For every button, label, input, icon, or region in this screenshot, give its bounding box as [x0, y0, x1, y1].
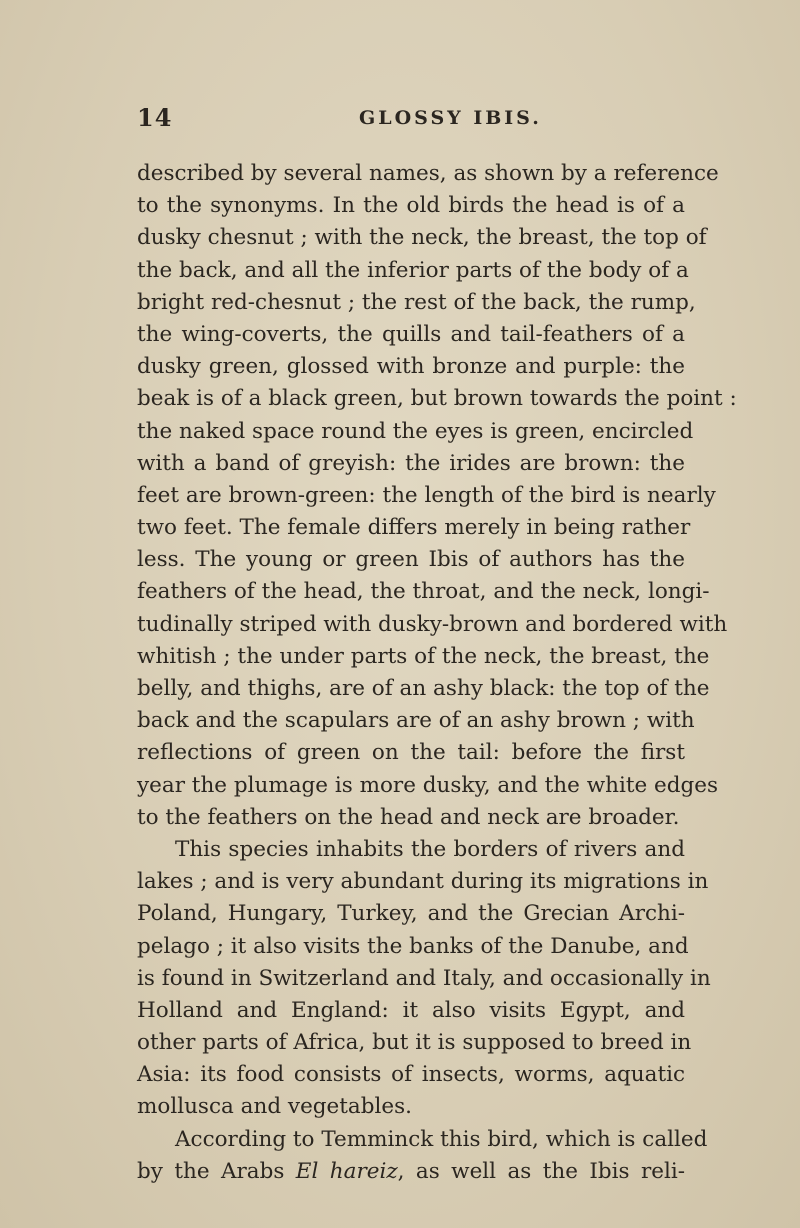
- text-line: whitish ; the under parts of the neck, the breast, the: [137, 643, 710, 669]
- text-line: Holland and England: it also visits Egypt, and: [137, 997, 685, 1023]
- running-title: GLOSSY IBIS.: [359, 107, 542, 129]
- text-line: to the synonyms. In the old birds the head is of a: [137, 193, 685, 219]
- text-line: the naked space round the eyes is green, encircled: [137, 418, 694, 444]
- text-line: other parts of Africa, but it is supposed to breed in: [137, 1030, 692, 1056]
- text-line: feet are brown-green: the length of the bird is nearly: [137, 482, 716, 508]
- text-line: [137, 1156, 685, 1188]
- text-line: dusky chesnut ; with the neck, the breast, the top of: [137, 225, 707, 251]
- text-line: Poland, Hungary, Turkey, and the Grecian Archi-: [137, 901, 685, 927]
- text-line: is found in Switzerland and Italy, and occasionally in: [137, 965, 711, 991]
- text-line: beak is of a black green, but brown towards the point :: [137, 386, 737, 412]
- italic-term: El hareiz: [295, 1158, 398, 1184]
- text-line: Asia: its food consists of insects, worms, aquatic: [137, 1062, 685, 1088]
- text-line: feathers of the head, the throat, and the neck, longi-: [137, 579, 710, 605]
- text-line: to the feathers on the head and neck are broader.: [137, 804, 680, 830]
- text-line: According to Temminck this bird, which is called: [175, 1126, 708, 1152]
- text-line: less. The young or green Ibis of authors has the: [137, 547, 685, 573]
- text-line: with a band of greyish: the irides are brown: the: [137, 450, 685, 476]
- text-segment: , as well as the Ibis reli-: [397, 1158, 685, 1184]
- text-line: bright red-chesnut ; the rest of the back, the rump,: [137, 289, 696, 315]
- page-number: 14: [137, 103, 173, 132]
- text-line: the back, and all the inferior parts of the body of a: [137, 257, 689, 283]
- body-text: [137, 158, 737, 1188]
- text-line: belly, and thighs, are of an ashy black: the top of the: [137, 676, 710, 701]
- text-line: mollusca and vegetables.: [137, 1094, 412, 1120]
- text-line: This species inhabits the borders of rivers and: [175, 836, 685, 862]
- text-line: described by several names, as shown by a reference: [137, 161, 719, 186]
- text-line: lakes ; and is very abundant during its migrations in: [137, 869, 709, 895]
- text-line: two feet. The female differs merely in being rather: [137, 515, 691, 541]
- text-line: pelago ; it also visits the banks of the Danube, and: [137, 933, 689, 959]
- text-line: tudinally striped with dusky-brown and bordered with: [137, 611, 728, 637]
- page-header: [137, 103, 697, 133]
- text-segment: by the Arabs: [137, 1158, 296, 1184]
- text-line: dusky green, glossed with bronze and purple: the: [137, 354, 685, 380]
- text-line: back and the scapulars are of an ashy brown ; with: [137, 708, 695, 734]
- text-line: reflections of green on the tail: before the first: [137, 740, 685, 766]
- text-line: year the plumage is more dusky, and the white edges: [137, 772, 719, 798]
- text-line: the wing-coverts, the quills and tail-feathers of a: [137, 321, 685, 347]
